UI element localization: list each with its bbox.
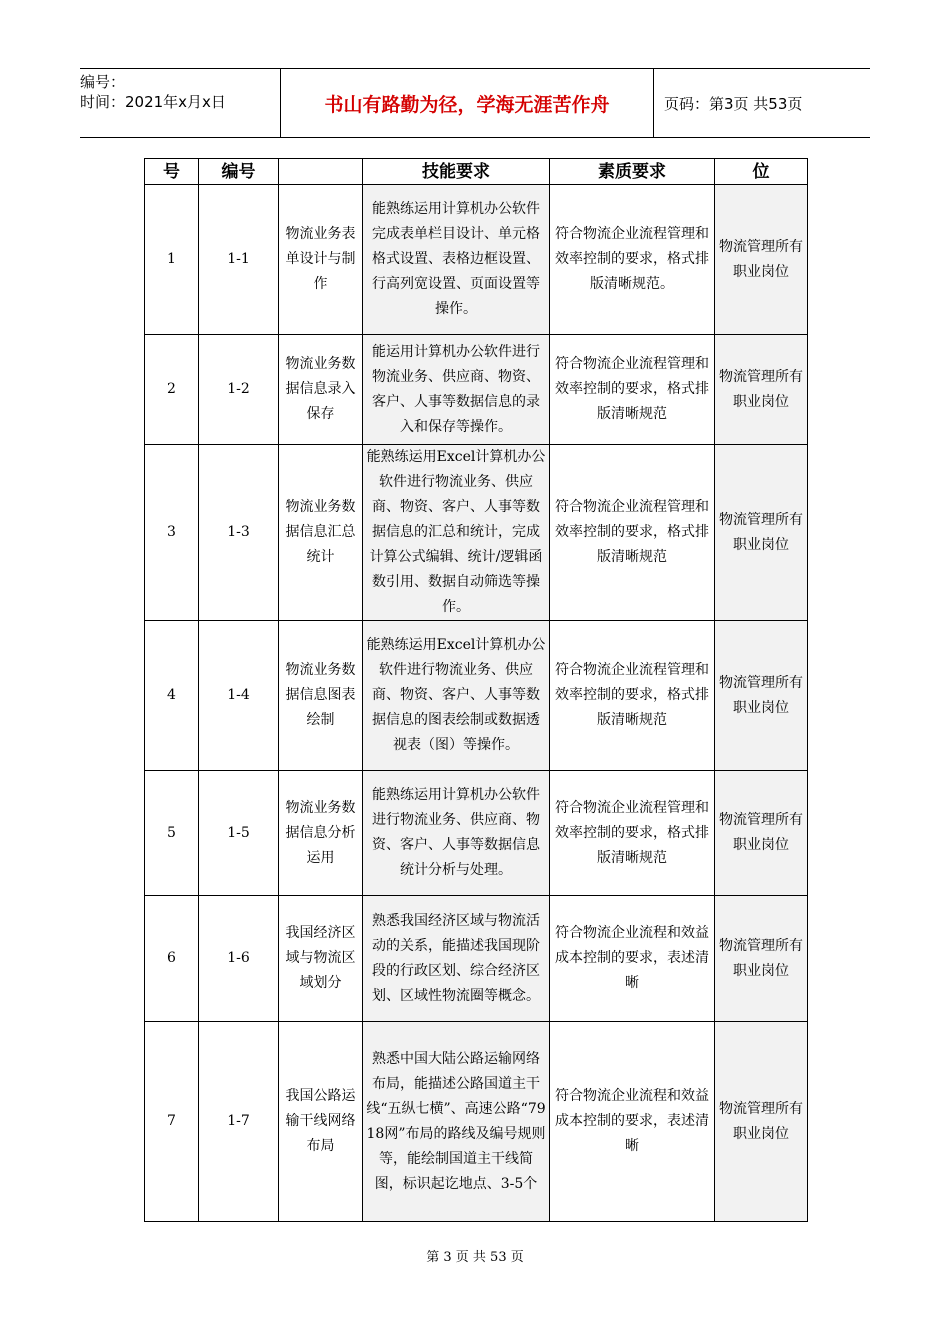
row-skill: 能运用计算机办公软件进行物流业务、供应商、物资、客户、人事等数据信息的录入和保存等操作。 [363,335,550,445]
table-row [145,1022,808,1222]
row-post: 物流管理所有职业岗位 [715,335,808,445]
header-meta [80,69,280,137]
row-skill: 熟悉我国经济区域与物流活动的关系，能描述我国现阶段的行政区划、综合经济区划、区域性物流圈等概念。 [363,896,550,1022]
row-no: 1 [145,185,199,335]
col-header-name [279,159,363,185]
table-row [145,445,808,621]
row-skill: 熟悉中国大陆公路运输网络布局，能描述公路国道主干线“五纵七横”、高速公路“7918网”布局的路线及编号规则等，能绘制国道主干线简图，标识起讫地点、3-5个 [363,1022,550,1222]
table-row [145,771,808,896]
row-post: 物流管理所有职业岗位 [715,1022,808,1222]
row-name: 物流业务数据信息汇总统计 [279,445,363,621]
row-no: 7 [145,1022,199,1222]
table-row [145,185,808,335]
row-name: 物流业务数据信息分析运用 [279,771,363,896]
row-post: 物流管理所有职业岗位 [715,621,808,771]
row-quality: 符合物流企业流程管理和效率控制的要求，格式排版清晰规范 [550,771,715,896]
row-code: 1-1 [199,185,279,335]
row-post: 物流管理所有职业岗位 [715,445,808,621]
row-skill: 能熟练运用计算机办公软件进行物流业务、供应商、物资、客户、人事等数据信息统计分析与处理。 [363,771,550,896]
row-post: 物流管理所有职业岗位 [715,896,808,1022]
row-quality: 符合物流企业流程管理和效率控制的要求，格式排版清晰规范 [550,621,715,771]
table-row [145,335,808,445]
header-page-info: 页码：第3页 共53页 [664,94,803,113]
row-code: 1-4 [199,621,279,771]
row-no: 3 [145,445,199,621]
row-quality: 符合物流企业流程管理和效率控制的要求，格式排版清晰规范。 [550,185,715,335]
row-post: 物流管理所有职业岗位 [715,771,808,896]
time-label: 时间：2021年x月x日 [80,93,226,111]
col-header-quality: 素质要求 [550,159,715,185]
table-row [145,621,808,771]
row-skill: 能熟练运用Excel计算机办公软件进行物流业务、供应商、物资、客户、人事等数据信息的图表绘制或数据透视表（图）等操作。 [363,621,550,771]
row-name: 物流业务数据信息录入保存 [279,335,363,445]
row-name: 我国公路运输干线网络布局 [279,1022,363,1222]
col-header-no: 号 [145,159,199,185]
row-skill: 能熟练运用Excel计算机办公软件进行物流业务、供应商、物资、客户、人事等数据信息的汇总和统计，完成计算公式编辑、统计/逻辑函数引用、数据自动筛选等操作。 [363,445,550,621]
row-post: 物流管理所有职业岗位 [715,185,808,335]
code-label: 编号： [80,73,126,91]
row-name: 物流业务表单设计与制作 [279,185,363,335]
row-code: 1-5 [199,771,279,896]
row-no: 4 [145,621,199,771]
row-no: 2 [145,335,199,445]
row-name: 物流业务数据信息图表绘制 [279,621,363,771]
row-quality: 符合物流企业流程和效益成本控制的要求，表述清晰 [550,1022,715,1222]
row-quality: 符合物流企业流程管理和效率控制的要求，格式排版清晰规范 [550,445,715,621]
col-header-post: 位 [715,159,808,185]
col-header-code: 编号 [199,159,279,185]
row-code: 1-3 [199,445,279,621]
row-code: 1-7 [199,1022,279,1222]
row-code: 1-2 [199,335,279,445]
row-name: 我国经济区域与物流区域划分 [279,896,363,1022]
row-quality: 符合物流企业流程和效益成本控制的要求，表述清晰 [550,896,715,1022]
row-no: 5 [145,771,199,896]
row-quality: 符合物流企业流程管理和效率控制的要求，格式排版清晰规范 [550,335,715,445]
header-motto: 书山有路勤为径，学海无涯苦作舟 [280,69,654,137]
row-no: 6 [145,896,199,1022]
page-footer: 第 3 页 共 53 页 [426,1250,524,1265]
skills-table [144,158,808,1222]
row-skill: 能熟练运用计算机办公软件完成表单栏目设计、单元格格式设置、表格边框设置、行高列宽设置、页面设置等操作。 [363,185,550,335]
col-header-skill: 技能要求 [363,159,550,185]
table-header-row [145,159,808,185]
page-header [80,68,870,138]
row-code: 1-6 [199,896,279,1022]
table-row [145,896,808,1022]
